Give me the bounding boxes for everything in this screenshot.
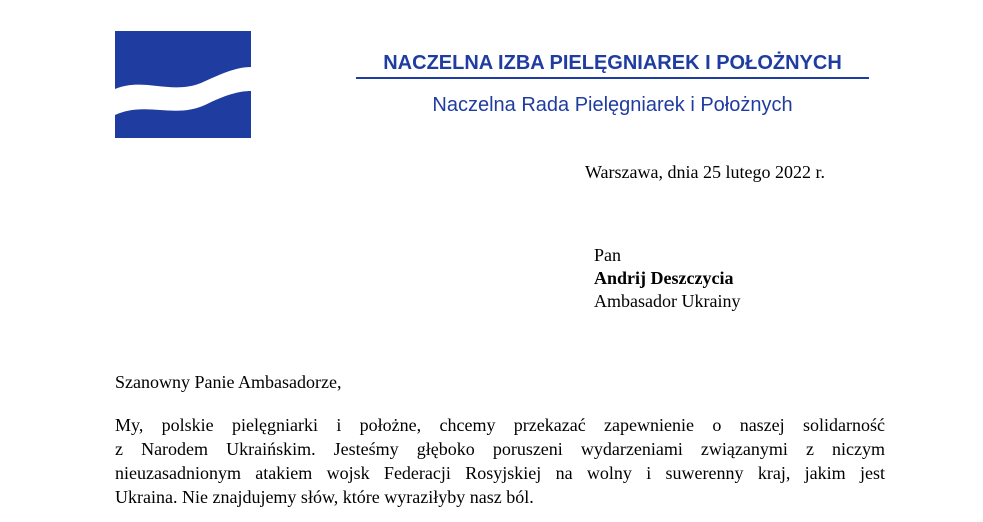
recipient-name: Andrij Deszczycia: [594, 268, 734, 288]
recipient-block: [594, 244, 740, 313]
body-line: nieuzasadnionym atakiem wojsk Federacji Rosyjskiej na wolny i suwerenny kraj, jakim jest: [115, 463, 885, 483]
letter-body-paragraph: [115, 413, 885, 509]
letter-date: Warszawa, dnia 25 lutego 2022 r.: [585, 162, 825, 182]
body-line: z Narodem Ukraińskim. Jesteśmy głęboko poruszeni wydarzeniami związanymi z niczym: [115, 439, 885, 459]
nipip-wave-logo: [115, 31, 251, 138]
header-divider: [356, 77, 869, 79]
council-name: Naczelna Rada Pielęgniarek i Położnych: [432, 94, 793, 116]
salutation: Szanowny Panie Ambasadorze,: [115, 372, 342, 392]
logo-top-block: [115, 31, 251, 138]
body-line: Ukraina. Nie znajdujemy słów, które wyraziłyby nasz ból.: [115, 487, 534, 507]
body-line: My, polskie pielęgniarki i położne, chcemy przekazać zapewnienie o naszej solidarność: [115, 415, 885, 435]
recipient-role: Ambasador Ukrainy: [594, 291, 741, 311]
organization-name: NACZELNA IZBA PIELĘGNIAREK I POŁOŻNYCH: [383, 52, 842, 74]
recipient-title: Pan: [594, 245, 621, 265]
